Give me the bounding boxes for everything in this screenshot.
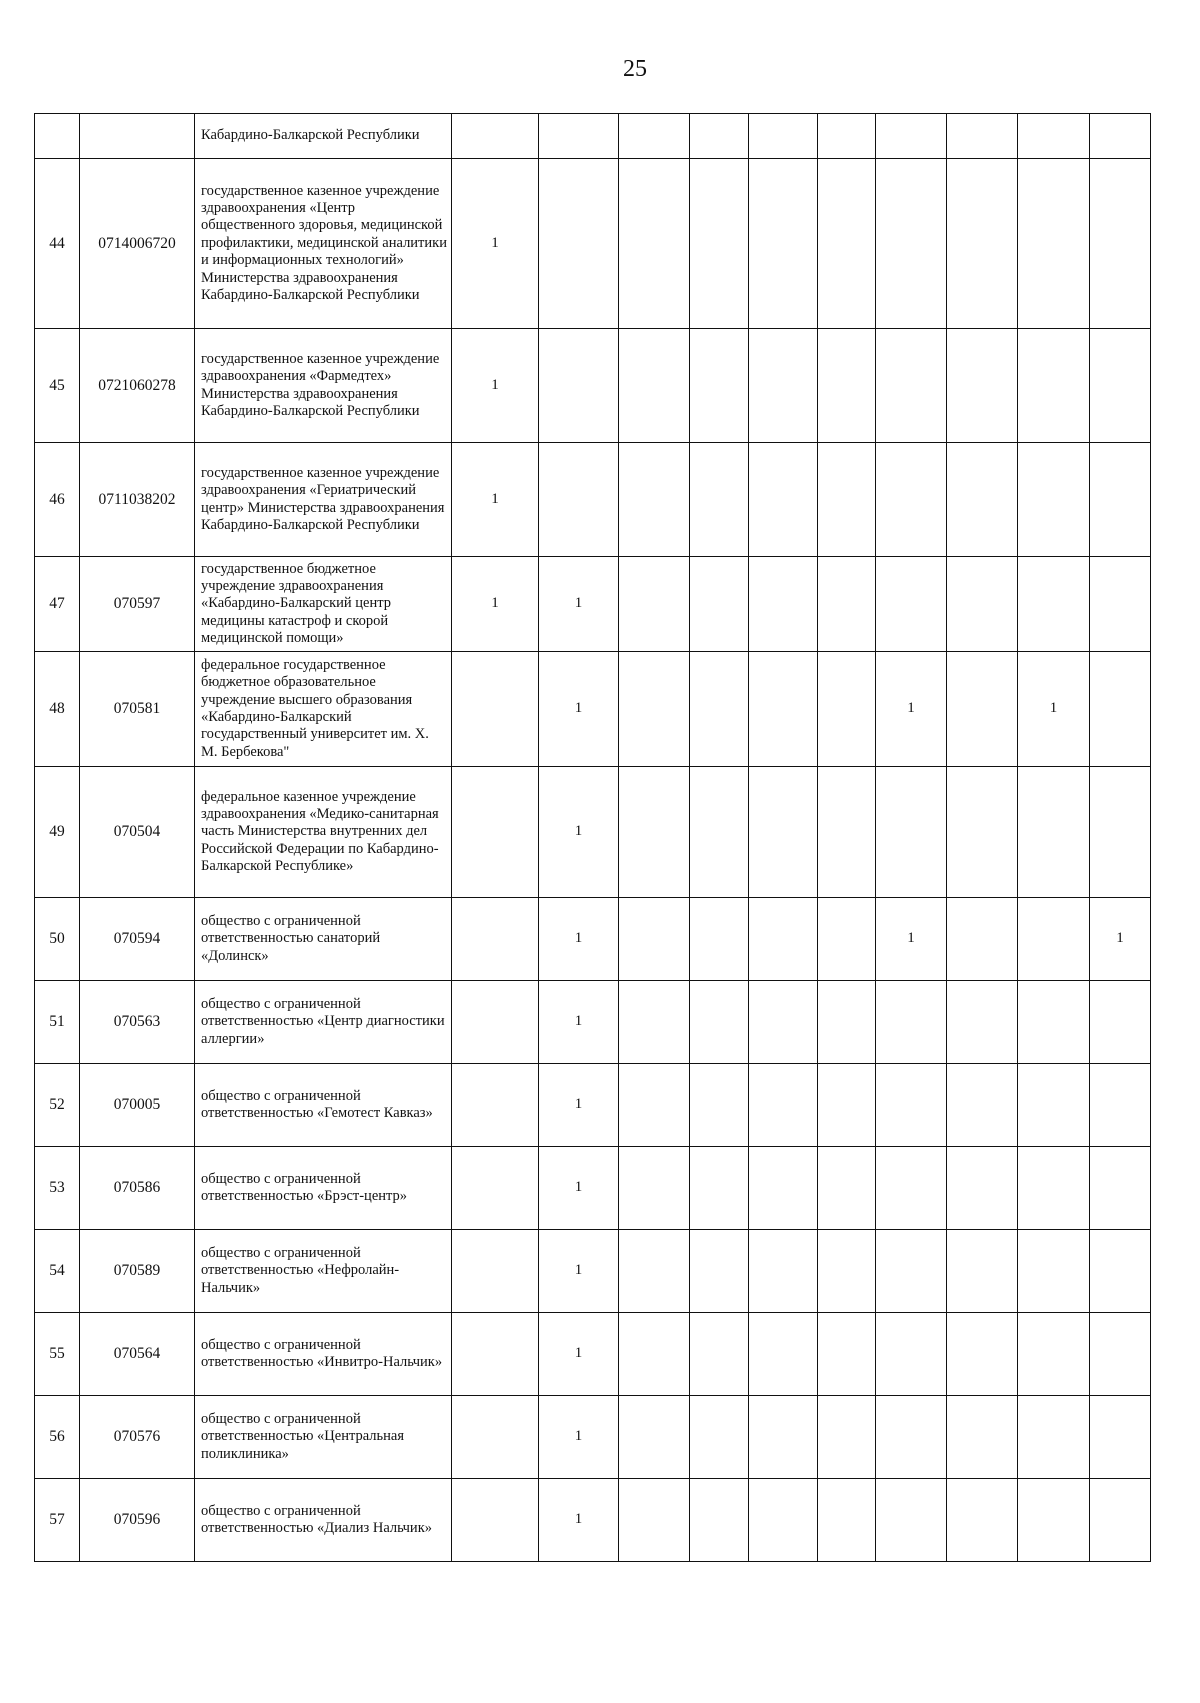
table-row	[35, 1230, 1151, 1313]
value-cell	[619, 898, 690, 981]
value-cell	[1018, 981, 1090, 1064]
value-cell	[539, 159, 619, 329]
row-number-cell: 53	[35, 1147, 80, 1230]
value-cell	[1090, 114, 1151, 159]
organization-name-cell: общество с ограниченной ответственностью «Брэст-центр»	[195, 1147, 452, 1230]
value-cell	[876, 1396, 947, 1479]
value-cell	[690, 1064, 749, 1147]
organization-name-cell: общество с ограниченной ответственностью «Инвитро-Нальчик»	[195, 1313, 452, 1396]
value-cell	[1018, 557, 1090, 652]
value-cell	[619, 1313, 690, 1396]
value-cell	[947, 114, 1018, 159]
value-cell: 1	[539, 1230, 619, 1313]
value-cell	[452, 1147, 539, 1230]
value-cell	[947, 1479, 1018, 1562]
value-cell	[876, 1230, 947, 1313]
value-cell	[818, 767, 876, 898]
organization-code-cell: 070594	[80, 898, 195, 981]
value-cell: 1	[1090, 898, 1151, 981]
organization-code-cell: 070563	[80, 981, 195, 1064]
value-cell	[1090, 652, 1151, 767]
value-cell	[947, 1313, 1018, 1396]
value-cell	[690, 159, 749, 329]
value-cell: 1	[876, 898, 947, 981]
organization-code-cell: 070005	[80, 1064, 195, 1147]
value-cell	[947, 159, 1018, 329]
value-cell	[749, 443, 818, 557]
table-row	[35, 159, 1151, 329]
value-cell	[690, 443, 749, 557]
value-cell	[876, 329, 947, 443]
value-cell	[1090, 1064, 1151, 1147]
value-cell	[1018, 114, 1090, 159]
value-cell	[619, 981, 690, 1064]
value-cell	[619, 1064, 690, 1147]
table-row	[35, 557, 1151, 652]
table-row	[35, 652, 1151, 767]
value-cell	[749, 114, 818, 159]
organization-name-cell: общество с ограниченной ответственностью санаторий «Долинск»	[195, 898, 452, 981]
organization-code-cell: 0714006720	[80, 159, 195, 329]
value-cell	[818, 1396, 876, 1479]
value-cell: 1	[452, 329, 539, 443]
value-cell	[876, 767, 947, 898]
table-row	[35, 767, 1151, 898]
value-cell	[947, 443, 1018, 557]
value-cell	[1018, 1313, 1090, 1396]
organization-code-cell	[80, 114, 195, 159]
organization-name-cell: государственное бюджетное учреждение здравоохранения «Кабардино-Балкарский центр медицины катастроф и скорой медицинской помощи»	[195, 557, 452, 652]
value-cell	[818, 1230, 876, 1313]
organization-name-cell: общество с ограниченной ответственностью «Центр диагностики аллергии»	[195, 981, 452, 1064]
value-cell: 1	[539, 557, 619, 652]
value-cell	[749, 329, 818, 443]
value-cell	[619, 1230, 690, 1313]
value-cell: 1	[452, 159, 539, 329]
value-cell	[876, 114, 947, 159]
organization-name-cell: общество с ограниченной ответственностью «Нефролайн-Нальчик»	[195, 1230, 452, 1313]
value-cell	[1090, 1396, 1151, 1479]
value-cell	[749, 898, 818, 981]
value-cell	[1018, 1147, 1090, 1230]
value-cell	[876, 557, 947, 652]
organization-name-cell: общество с ограниченной ответственностью «Гемотест Кавказ»	[195, 1064, 452, 1147]
table-row	[35, 1396, 1151, 1479]
table-body	[35, 114, 1151, 1562]
row-number-cell: 49	[35, 767, 80, 898]
value-cell	[1018, 898, 1090, 981]
value-cell: 1	[876, 652, 947, 767]
value-cell	[876, 159, 947, 329]
value-cell	[818, 652, 876, 767]
organization-name-cell: общество с ограниченной ответственностью «Диализ Нальчик»	[195, 1479, 452, 1562]
value-cell	[1090, 557, 1151, 652]
value-cell	[876, 1147, 947, 1230]
value-cell	[452, 1064, 539, 1147]
value-cell	[749, 1064, 818, 1147]
value-cell	[619, 159, 690, 329]
organization-code-cell: 070564	[80, 1313, 195, 1396]
value-cell	[818, 159, 876, 329]
value-cell	[749, 1230, 818, 1313]
value-cell	[539, 329, 619, 443]
value-cell	[619, 767, 690, 898]
value-cell	[1090, 981, 1151, 1064]
value-cell	[876, 443, 947, 557]
value-cell	[947, 1064, 1018, 1147]
value-cell	[619, 443, 690, 557]
value-cell	[1090, 1147, 1151, 1230]
value-cell	[690, 1396, 749, 1479]
value-cell	[749, 767, 818, 898]
organization-code-cell: 070504	[80, 767, 195, 898]
organization-name-cell: государственное казенное учреждение здравоохранения «Гериатрический центр» Министерства здравоохранения Кабардино-Балкарской Республики	[195, 443, 452, 557]
organization-code-cell: 0721060278	[80, 329, 195, 443]
value-cell	[1018, 329, 1090, 443]
organization-code-cell: 0711038202	[80, 443, 195, 557]
value-cell	[619, 1147, 690, 1230]
value-cell	[1018, 443, 1090, 557]
value-cell	[749, 557, 818, 652]
organization-name-cell: Кабардино-Балкарской Республики	[195, 114, 452, 159]
value-cell	[749, 1313, 818, 1396]
value-cell	[1018, 1230, 1090, 1313]
value-cell	[690, 981, 749, 1064]
row-number-cell: 44	[35, 159, 80, 329]
organization-code-cell: 070596	[80, 1479, 195, 1562]
value-cell	[690, 1147, 749, 1230]
table-row	[35, 1064, 1151, 1147]
table-row	[35, 1479, 1151, 1562]
value-cell	[947, 652, 1018, 767]
value-cell	[1018, 767, 1090, 898]
value-cell	[876, 1064, 947, 1147]
value-cell	[690, 329, 749, 443]
value-cell	[947, 329, 1018, 443]
value-cell	[1090, 1230, 1151, 1313]
value-cell	[749, 1147, 818, 1230]
value-cell	[619, 557, 690, 652]
value-cell	[452, 1230, 539, 1313]
table-row	[35, 981, 1151, 1064]
value-cell	[690, 767, 749, 898]
value-cell	[818, 1313, 876, 1396]
organization-code-cell: 070586	[80, 1147, 195, 1230]
value-cell	[619, 652, 690, 767]
row-number-cell: 55	[35, 1313, 80, 1396]
value-cell	[818, 114, 876, 159]
value-cell	[1018, 1479, 1090, 1562]
value-cell	[818, 557, 876, 652]
value-cell	[1090, 443, 1151, 557]
value-cell	[1018, 1396, 1090, 1479]
row-number-cell: 45	[35, 329, 80, 443]
organization-code-cell: 070597	[80, 557, 195, 652]
value-cell	[947, 1147, 1018, 1230]
value-cell: 1	[539, 1313, 619, 1396]
table-row	[35, 329, 1151, 443]
row-number-cell: 46	[35, 443, 80, 557]
value-cell	[818, 898, 876, 981]
row-number-cell: 48	[35, 652, 80, 767]
value-cell	[690, 898, 749, 981]
value-cell	[690, 1230, 749, 1313]
value-cell	[818, 443, 876, 557]
value-cell	[452, 114, 539, 159]
row-number-cell: 52	[35, 1064, 80, 1147]
value-cell	[947, 981, 1018, 1064]
value-cell: 1	[539, 767, 619, 898]
value-cell	[876, 1479, 947, 1562]
organization-code-cell: 070576	[80, 1396, 195, 1479]
value-cell	[1018, 1064, 1090, 1147]
organization-name-cell: государственное казенное учреждение здравоохранения «Фармедтех» Министерства здравоохранения Кабардино-Балкарской Республики	[195, 329, 452, 443]
value-cell	[749, 652, 818, 767]
value-cell	[947, 1396, 1018, 1479]
value-cell	[619, 1396, 690, 1479]
organization-name-cell: федеральное государственное бюджетное образовательное учреждение высшего образования «Кабардино-Балкарский государственный университет им. Х. М. Бербекова"	[195, 652, 452, 767]
table-row	[35, 1147, 1151, 1230]
value-cell	[619, 329, 690, 443]
value-cell	[1090, 1479, 1151, 1562]
row-number-cell: 56	[35, 1396, 80, 1479]
value-cell	[1090, 1313, 1151, 1396]
value-cell	[749, 1479, 818, 1562]
table-row	[35, 443, 1151, 557]
value-cell	[690, 114, 749, 159]
value-cell	[539, 114, 619, 159]
value-cell: 1	[452, 443, 539, 557]
value-cell	[818, 1147, 876, 1230]
value-cell	[876, 981, 947, 1064]
value-cell	[619, 114, 690, 159]
value-cell	[539, 443, 619, 557]
table-row	[35, 114, 1151, 159]
value-cell	[749, 981, 818, 1064]
value-cell: 1	[539, 1147, 619, 1230]
value-cell	[452, 898, 539, 981]
organization-name-cell: федеральное казенное учреждение здравоохранения «Медико-санитарная часть Министерства внутренних дел Российской Федерации по Кабардино-Балкарской Республике»	[195, 767, 452, 898]
value-cell: 1	[452, 557, 539, 652]
value-cell	[818, 329, 876, 443]
value-cell: 1	[1018, 652, 1090, 767]
value-cell	[452, 1479, 539, 1562]
value-cell	[947, 557, 1018, 652]
value-cell	[690, 1313, 749, 1396]
value-cell	[947, 767, 1018, 898]
value-cell	[749, 1396, 818, 1479]
value-cell	[818, 1064, 876, 1147]
value-cell: 1	[539, 981, 619, 1064]
value-cell: 1	[539, 652, 619, 767]
value-cell	[1090, 767, 1151, 898]
row-number-cell: 47	[35, 557, 80, 652]
row-number-cell: 51	[35, 981, 80, 1064]
value-cell	[1090, 159, 1151, 329]
value-cell	[690, 652, 749, 767]
value-cell	[1090, 329, 1151, 443]
value-cell	[876, 1313, 947, 1396]
value-cell	[452, 1313, 539, 1396]
organization-code-cell: 070589	[80, 1230, 195, 1313]
value-cell	[452, 981, 539, 1064]
page-number: 25	[623, 56, 647, 82]
value-cell	[749, 159, 818, 329]
value-cell	[452, 1396, 539, 1479]
value-cell: 1	[539, 898, 619, 981]
value-cell	[690, 1479, 749, 1562]
value-cell	[818, 981, 876, 1064]
row-number-cell	[35, 114, 80, 159]
value-cell	[818, 1479, 876, 1562]
value-cell	[947, 1230, 1018, 1313]
value-cell	[619, 1479, 690, 1562]
value-cell	[947, 898, 1018, 981]
row-number-cell: 57	[35, 1479, 80, 1562]
row-number-cell: 50	[35, 898, 80, 981]
value-cell: 1	[539, 1396, 619, 1479]
organization-name-cell: общество с ограниченной ответственностью «Центральная поликлиника»	[195, 1396, 452, 1479]
organization-code-cell: 070581	[80, 652, 195, 767]
value-cell	[690, 557, 749, 652]
organizations-table	[34, 113, 1151, 1562]
value-cell	[1018, 159, 1090, 329]
table-row	[35, 1313, 1151, 1396]
value-cell	[452, 652, 539, 767]
value-cell	[452, 767, 539, 898]
value-cell: 1	[539, 1064, 619, 1147]
row-number-cell: 54	[35, 1230, 80, 1313]
table-row	[35, 898, 1151, 981]
organization-name-cell: государственное казенное учреждение здравоохранения «Центр общественного здоровья, медицинской профилактики, медицинской аналитики и информационных технологий» Министерства здравоохранения Кабардино-Балкарской Республики	[195, 159, 452, 329]
value-cell: 1	[539, 1479, 619, 1562]
